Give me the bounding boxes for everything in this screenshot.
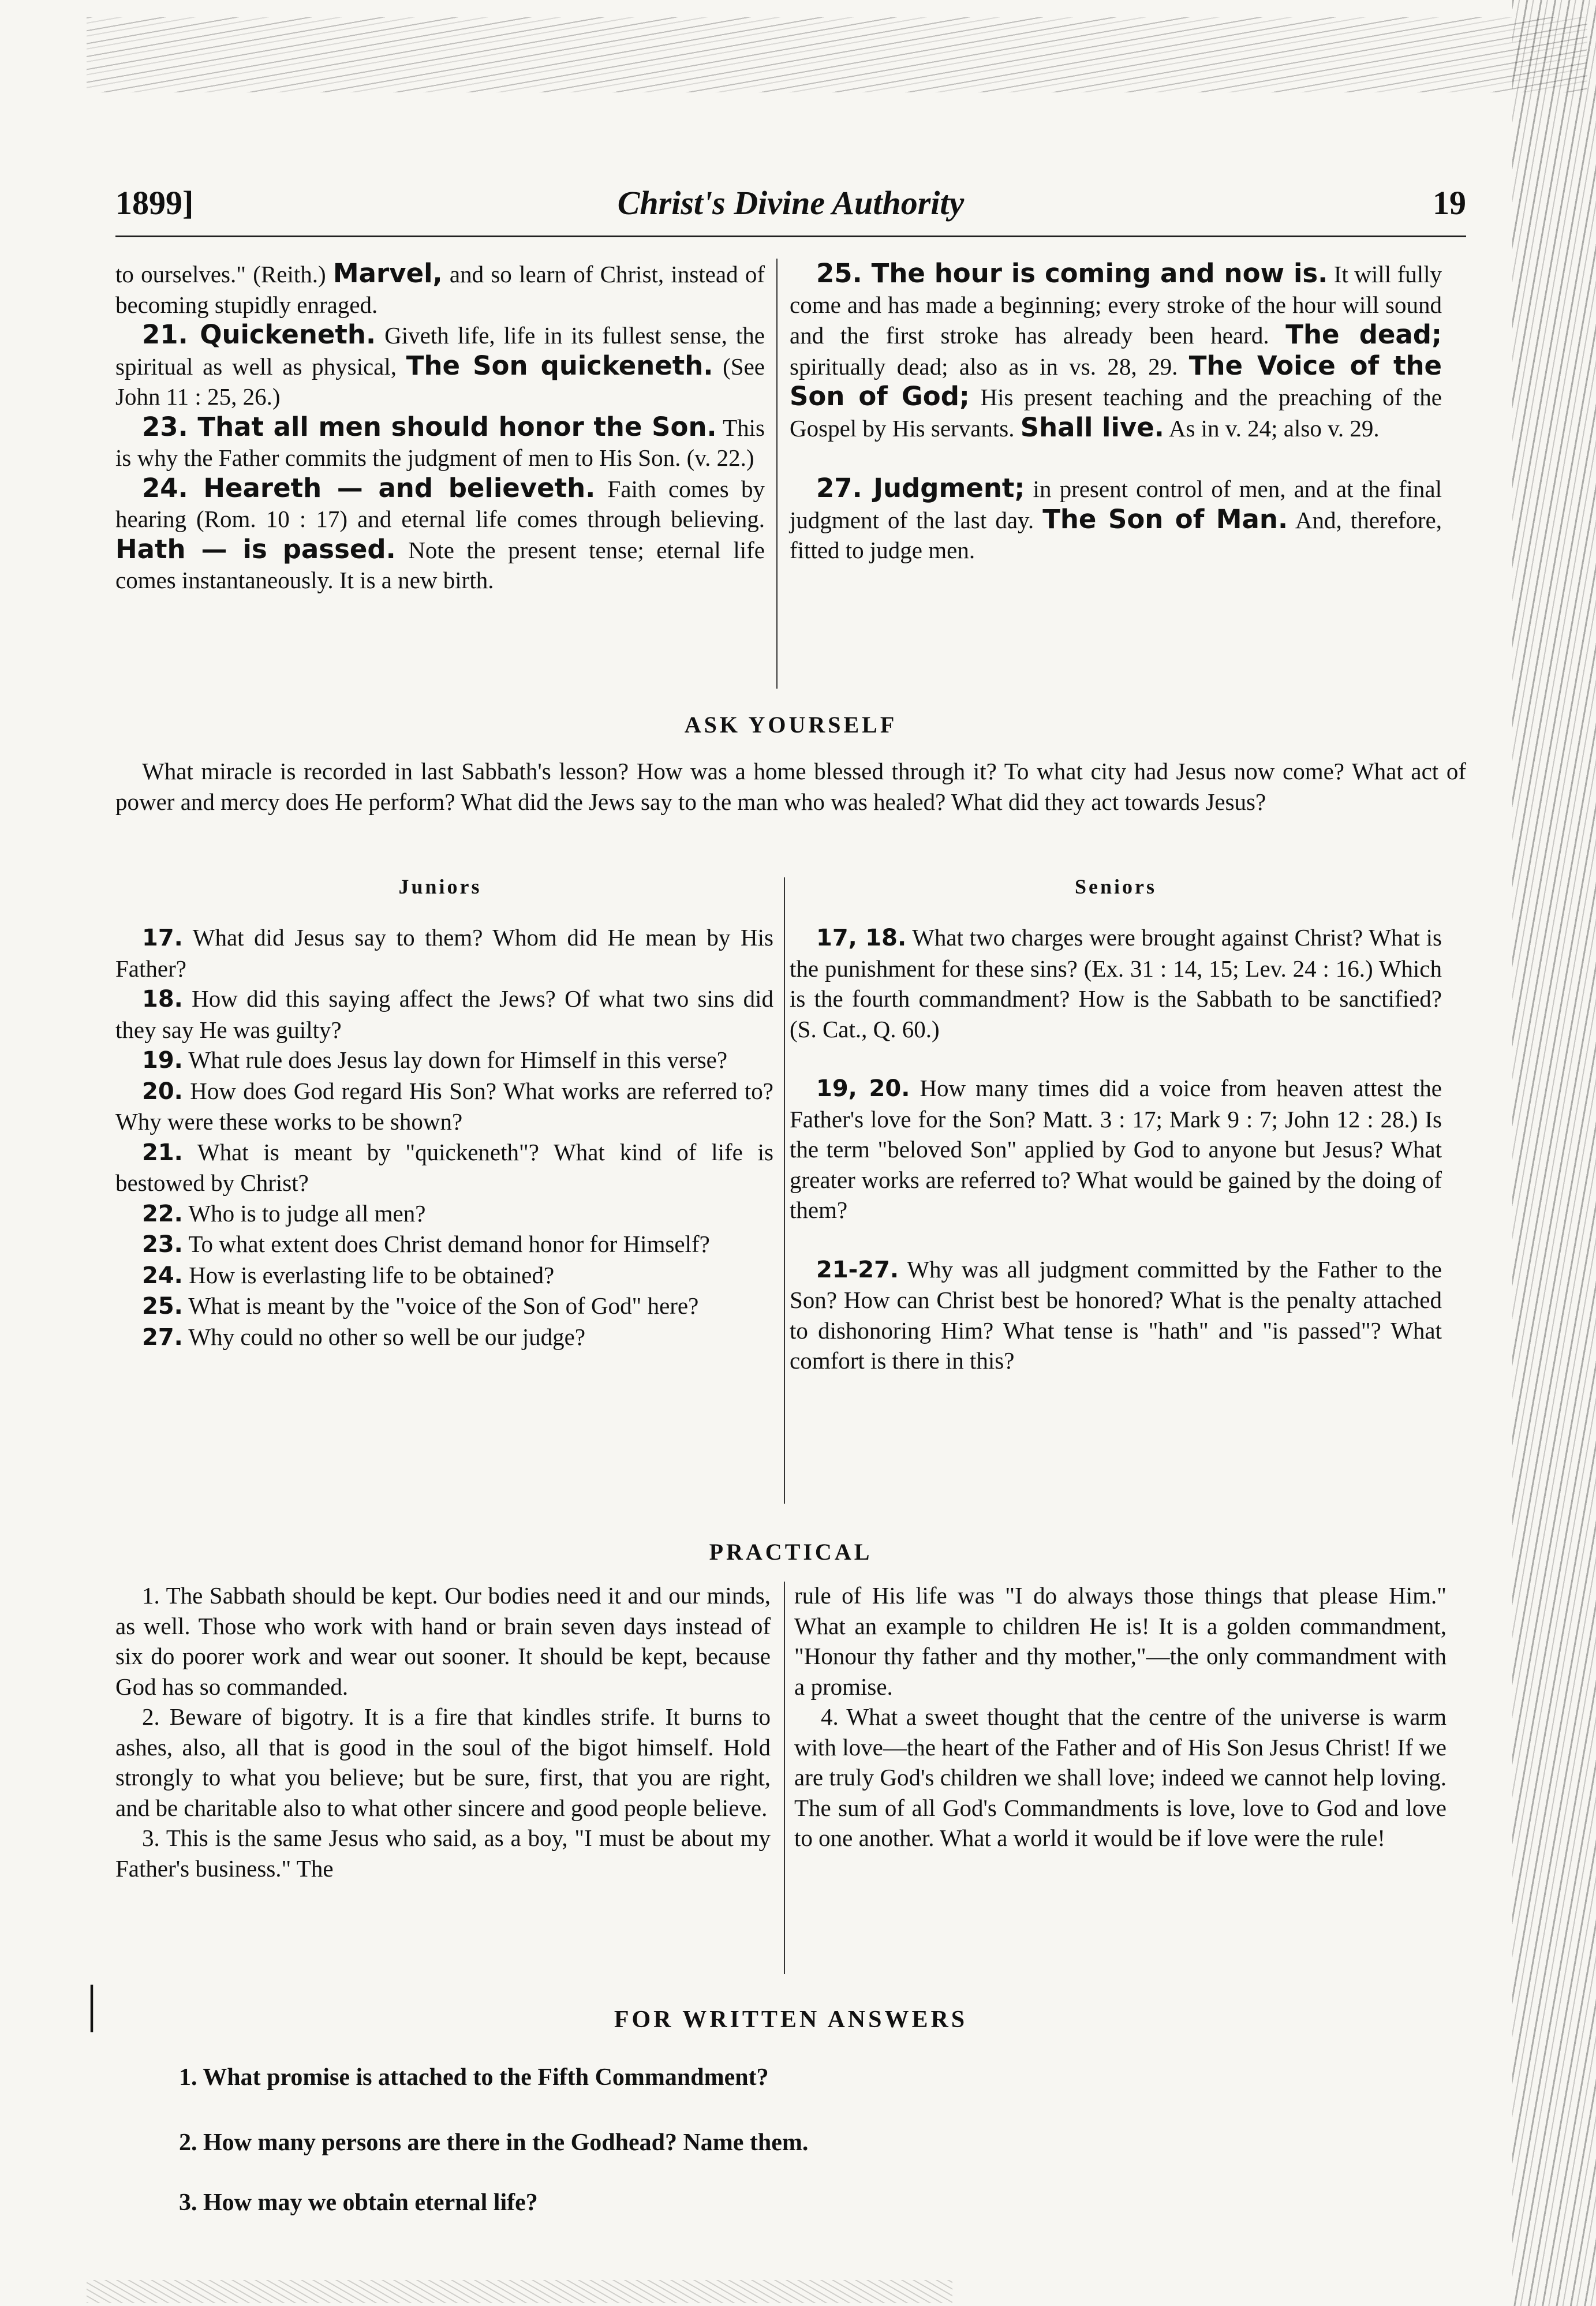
- juniors-heading: Juniors: [398, 875, 482, 898]
- question-text: How is everlasting life to be obtained?: [182, 1261, 555, 1288]
- note-headword: The Son quickeneth.: [406, 350, 713, 381]
- question-number: 19, 20.: [816, 1075, 910, 1102]
- question-item: [790, 1254, 1442, 1376]
- question-text: Who is to judge all men?: [182, 1199, 426, 1227]
- note-headword: Hath — is passed.: [115, 533, 396, 565]
- note-text: It will fully come and has made a beginning; every stroke of the hour will sound and the first stroke has already been heard.: [790, 261, 1442, 349]
- written-question-2: 2. How many persons are there in the Godhead? Name them.: [179, 2129, 809, 2156]
- note-headword: 23. That all men should honor the Son.: [142, 411, 717, 442]
- page-number: 19: [1433, 184, 1466, 222]
- note-headword: 27. Judgment;: [816, 473, 1025, 503]
- ask-yourself-heading: ASK YOURSELF: [684, 712, 898, 738]
- practical-paragraph: rule of His life was "I do always those things that please Him." What an example to children He is! It is a golden commandment, "Honour thy father and thy mother,"—the only commandment with a promise.: [794, 1582, 1447, 1700]
- written-answers-heading: FOR WRITTEN ANSWERS: [614, 2006, 968, 2033]
- running-title: Christ's Divine Authority: [617, 184, 965, 222]
- question-text: What did Jesus say to them? Whom did He mean by His Father?: [115, 924, 773, 982]
- question-item: [115, 1045, 773, 1076]
- note-text: His present teaching and the preaching of the Gospel by His servants.: [790, 384, 1442, 442]
- margin-bracket-mark: |: [87, 1975, 98, 2032]
- question-text: What two charges were brought against Christ? What is the punishment for these sins? (Ex. 31 : 14, 15; Lev. 24 : 16.) Which is the fourth commandment? How is the Sabbath to be sanctified? (S. Cat., Q. 60.): [790, 924, 1442, 1042]
- question-item: [115, 1291, 773, 1322]
- note-text: And, therefore, fitted to judge men.: [790, 506, 1442, 563]
- scan-top-noise: [87, 17, 1587, 92]
- notes-left-column: [115, 259, 765, 596]
- question-number: 25.: [142, 1293, 183, 1320]
- question-text: How does God regard His Son? What works are referred to? Why were these works to be shown?: [115, 1077, 773, 1135]
- practical-heading: PRACTICAL: [709, 1539, 873, 1565]
- question-number: 17.: [142, 925, 183, 951]
- notes-right-column: [790, 259, 1442, 566]
- question-text: What is meant by the "voice of the Son of God" here?: [182, 1292, 699, 1319]
- note-headword: 21. Quickeneth.: [142, 319, 376, 350]
- written-question-3: 3. How may we obtain eternal life?: [179, 2189, 538, 2216]
- question-item: [115, 1229, 773, 1260]
- question-item: [790, 1073, 1442, 1225]
- seniors-heading: Seniors: [1074, 875, 1157, 898]
- note-headword: Shall live.: [1020, 412, 1164, 443]
- running-year: 1899]: [115, 184, 194, 222]
- question-text: How did this saying affect the Jews? Of what two sins did they say He was guilty?: [115, 985, 773, 1043]
- practical-paragraph: 4. What a sweet thought that the centre of the universe is warm with love—the heart of the Father and of His Son Jesus Christ! If we are truly God's children we shall love; indeed we cannot help loving. The sum of all God's Commandments is love, love to God and love to one another. What a world it would be if love were the rule!: [794, 1703, 1447, 1851]
- question-text: To what extent does Christ demand honor for Himself?: [182, 1231, 710, 1257]
- running-head: [115, 184, 1466, 230]
- note-headword: Marvel,: [332, 258, 443, 289]
- note-paragraph: [115, 259, 765, 320]
- question-number: 22.: [142, 1200, 183, 1227]
- written-question-1: 1. What promise is attached to the Fifth Commandment?: [179, 2064, 769, 2091]
- note-text: Giveth life, life in its fullest sense, the spiritual as well as physical,: [115, 322, 765, 380]
- note-headword: The Voice of the Son of God;: [790, 350, 1442, 412]
- question-item: [115, 1322, 773, 1353]
- question-item: [790, 922, 1442, 1044]
- question-number: 23.: [142, 1231, 183, 1258]
- column-divider-top: [776, 259, 778, 689]
- question-text: How many times did a voice from heaven attest the Father's love for the Son? Matt. 3 : 17; Mark 9 : 7; John 12 : 28.) Is the term "beloved Son" applied by God to anyone but Jesus? What greater works are referred to? What would be gained by the doing of them?: [790, 1075, 1442, 1223]
- note-paragraph: [115, 320, 765, 412]
- note-paragraph: [115, 412, 765, 473]
- column-divider-practical: [784, 1582, 785, 1974]
- note-paragraph: [790, 259, 1442, 443]
- practical-right-column: [794, 1580, 1447, 1853]
- ask-yourself-intro: What miracle is recorded in last Sabbath's lesson? How was a home blessed through it? To what city had Jesus now come? What act of power and mercy does He perform? What did the Jews say to the man who was healed? What did they act towards Jesus?: [115, 758, 1466, 815]
- note-text: to ourselves." (Reith.): [115, 261, 333, 287]
- question-text: Why was all judgment committed by the Father to the Son? How can Christ best be honored? What is the penalty attached to dishonoring Him? What tense is "hath" and "is passed"? What comfort is there in this?: [790, 1255, 1442, 1374]
- question-number: 27.: [142, 1324, 183, 1351]
- practical-paragraph: 3. This is the same Jesus who said, as a boy, "I must be about my Father's business." The: [115, 1825, 771, 1882]
- question-number: 24.: [142, 1262, 183, 1289]
- question-text: What is meant by "quickeneth"? What kind of life is bestowed by Christ?: [115, 1138, 773, 1196]
- question-text: What rule does Jesus lay down for Himself in this verse?: [182, 1047, 728, 1073]
- note-text: in present control of men, and at the final judgment of the last day.: [790, 476, 1442, 533]
- scan-bottom-noise: [87, 2280, 952, 2303]
- question-text: Why could no other so well be our judge?: [182, 1323, 586, 1350]
- question-number: 17, 18.: [816, 925, 907, 951]
- note-headword: 24. Heareth — and believeth.: [142, 472, 596, 503]
- practical-paragraph: 1. The Sabbath should be kept. Our bodies need it and our minds, as well. Those who work with hand or brain seven days instead of six do poorer work and wear out sooner. It should be kept, because God has so commanded.: [115, 1582, 771, 1700]
- note-paragraph: [790, 473, 1442, 566]
- question-item: [115, 1260, 773, 1291]
- question-item: [115, 1198, 773, 1229]
- note-text: As in v. 24; also v. 29.: [1164, 414, 1380, 442]
- note-text: spiritually dead; also as in vs. 28, 29.: [790, 353, 1189, 380]
- question-number: 21.: [142, 1139, 183, 1166]
- practical-paragraph: 2. Beware of bigotry. It is a fire that kindles strife. It burns to ashes, also, all that is good in the soul of the bigot himself. Hold strongly to what you believe; but be sure, first, that you are right, and be charitable also to what other sincere and good people believe.: [115, 1703, 771, 1821]
- note-paragraph: [115, 473, 765, 596]
- practical-left-column: [115, 1580, 771, 1883]
- scan-edge-noise: [1512, 0, 1596, 2306]
- header-rule: [115, 236, 1466, 237]
- note-text: Faith comes by hearing (Rom. 10 : 17) and eternal life comes through believing.: [115, 475, 765, 532]
- question-item: [115, 1137, 773, 1198]
- question-item: [115, 984, 773, 1045]
- question-number: 21-27.: [816, 1256, 899, 1283]
- question-item: [115, 1076, 773, 1137]
- note-text: and so learn of Christ, instead of becoming stupidly enraged.: [115, 261, 765, 318]
- question-item: [115, 922, 773, 984]
- note-headword: The dead;: [1285, 319, 1442, 350]
- seniors-questions: [790, 922, 1442, 1376]
- question-number: 19.: [142, 1047, 183, 1074]
- question-number: 20.: [142, 1078, 183, 1105]
- juniors-questions: [115, 922, 773, 1352]
- note-headword: 25. The hour is coming and now is.: [816, 258, 1328, 289]
- note-text: This is why the Father commits the judgment of men to His Son. (v. 22.): [115, 414, 765, 471]
- note-headword: The Son of Man.: [1042, 503, 1288, 535]
- note-text: (See John 11 : 25, 26.): [115, 353, 765, 410]
- note-text: Note the present tense; eternal life comes instantaneously. It is a new birth.: [115, 536, 765, 593]
- column-divider-questions: [784, 877, 785, 1504]
- question-number: 18.: [142, 986, 183, 1012]
